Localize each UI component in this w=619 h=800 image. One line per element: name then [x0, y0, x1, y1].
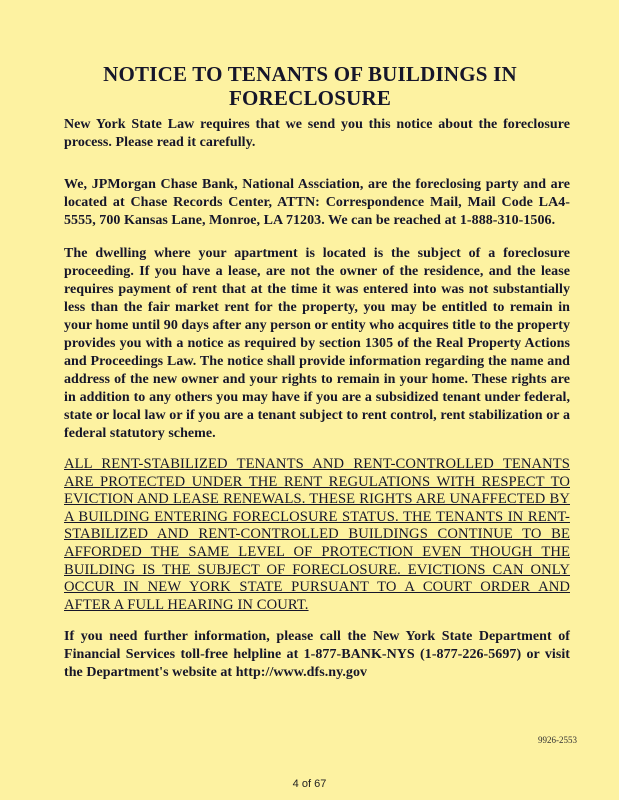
document-number: 9926-2553: [538, 735, 577, 745]
rent-stabilized-notice: ALL RENT-STABILIZED TENANTS AND RENT-CONTROLLED TENANTS ARE PROTECTED UNDER THE RENT REGULATIONS WITH RESPECT TO EVICTION AND LEASE RENEWALS. THESE RIGHTS ARE UNAFFECTED BY A BUILDING ENTERING FORECLOSURE STATUS. THE TENANTS IN RENT-STABILIZED AND RENT-CONTROLLED BUILDINGS CONTINUE TO BE AFFORDED THE SAME LEVEL OF PROTECTION EVEN THOUGH THE BUILDING IS THE SUBJECT OF FORECLOSURE. EVICTIONS CAN ONLY OCCUR IN NEW YORK STATE PURSUANT TO A COURT ORDER AND AFTER A FULL HEARING IN COURT.: [64, 456, 570, 613]
dwelling-paragraph: The dwelling where your apartment is located is the subject of a foreclosure proceeding. If you have a lease, are not the owner of the residence, and the lease requires payment of rent that at the time it was entered into was not substantially less than the fair market rent for the property, you may be entitled to remain in your home until 90 days after any person or entity who acquires title to the property provides you with a notice as required by section 1305 of the Real Property Actions and Proceedings Law. The notice shall provide information regarding the name and address of the new owner and your rights to remain in your home. These rights are in addition to any others you may have if you are a subsidized tenant under federal, state or local law or if you are a tenant subject to rent control, rent stabilization or a federal statutory scheme.: [64, 246, 570, 441]
notice-title: NOTICE TO TENANTS OF BUILDINGS IN FORECLOSURE: [103, 62, 517, 110]
page-indicator: 4 of 67: [292, 778, 327, 790]
further-information-paragraph: If you need further information, please call the New York State Department of Financial Services toll-free helpline at 1-877-BANK-NYS (1-877-226-5697) or visit the Department's website at http://www.dfs.ny.gov: [64, 629, 570, 680]
foreclosing-party-paragraph: We, JPMorgan Chase Bank, National Assciation, are the foreclosing party and are located at Chase Records Center, ATTN: Correspondence Mail, Mail Code LA4-5555, 700 Kansas Lane, Monroe, LA 71203. We can be reached at 1-888-310-1506.: [64, 177, 570, 228]
intro-paragraph: New York State Law requires that we send you this notice about the foreclosure process. Please read it carefully.: [64, 117, 570, 150]
